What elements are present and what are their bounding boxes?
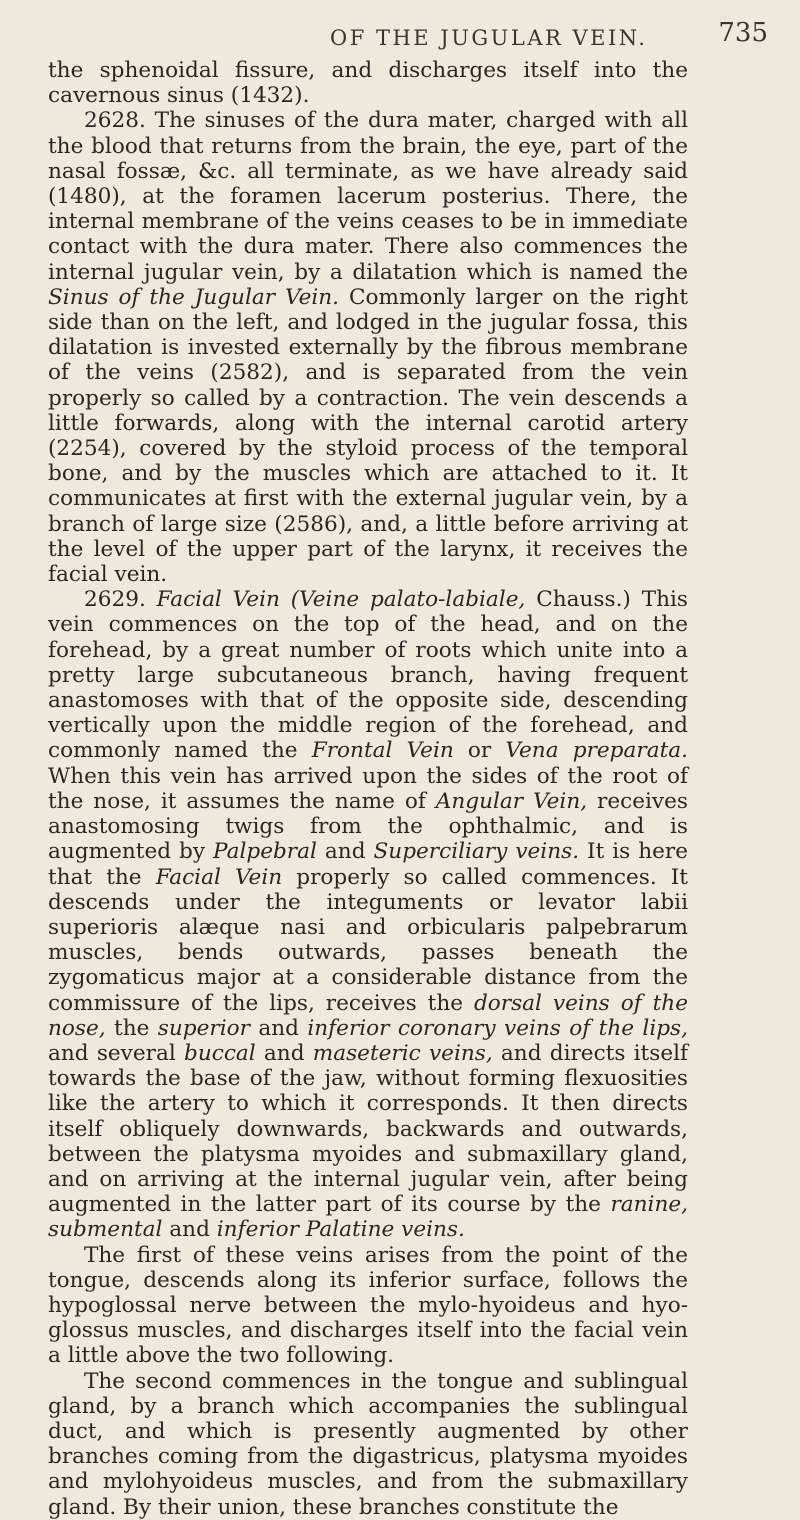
text-run: 2628. The sinuses of the dura mater, charged with all the blood that returns from the brain, the eye, part of the nasal fossæ, &c. all terminate, as we have already said (1480), at the foramen lacerum posterius. There, the internal membrane of the veins ceases to be in immediate contact with the dura mater. There also commences the internal jugular vein, by a dilatation which is named the: [48, 108, 688, 285]
running-title: OF THE JUGULAR VEIN.: [330, 26, 648, 50]
text-run: When this vein has arrived upon the sides of the root of the nose, it assumes the name of: [48, 763, 688, 814]
italic-text: Palpebral: [213, 839, 317, 865]
body-text: [48, 58, 688, 1520]
text-run: 2629.: [84, 587, 157, 613]
italic-text: Facial Vein (Veine palato-labiale,: [156, 587, 526, 613]
text-run: The second commences in the tongue and sublingual gland, by a branch which accompanies the sublingual duct, and which is presently augmented by other branches coming from the digastricus, platysma myoides and mylohyoideus muscles, and from the submaxillary gland. By their union, these branches constitute the: [48, 1368, 688, 1520]
text-run: Chauss.) This vein commences on the top of the head, and on the forehead, by a great number of roots which unite into a pretty large subcutaneous branch, having frequent anastomoses with that of the opposite side, descending vertically upon the middle region of the forehead, and commonly named the: [48, 587, 688, 764]
italic-text: Superciliary veins.: [373, 839, 580, 865]
italic-text: ranine, submental: [48, 1192, 688, 1243]
paragraph: [48, 1243, 688, 1369]
text-run: and directs itself towards the base of the jaw, without forming flexuosities like the artery to which it corresponds. It then directs itself obliquely downwards, backwards and outwards, between the platysma myoides and submaxillary gland, and on arriving at the internal jugular vein, after being augmented in the latter part of its course by the: [48, 1040, 688, 1218]
italic-text: inferior Palatine veins.: [216, 1217, 465, 1243]
page-number: 735: [718, 18, 768, 48]
text-run: the sphenoidal fissure, and discharges itself into the cavernous sinus (1432).: [48, 58, 688, 109]
text-run: Commonly larger on the right side than on the left, and lodged in the jugular fossa, this dilatation is invested externally by the fibrous membrane of the veins (2582), and is separated from the vein properly so called by a contraction. The vein descends a little forwards, along with the internal carotid artery (2254), covered by the styloid process of the temporal bone, and by the muscles which are attached to it. It communicates at first with the external jugular vein, by a branch of large size (2586), and, a little before arriving at the level of the upper part of the larynx, it receives the facial vein.: [48, 284, 688, 588]
italic-text: superior: [157, 1015, 250, 1041]
text-run: properly so called commences. It descends under the integuments or levator labii superioris alæque nasi and orbicularis palpebrarum muscles, bends outwards, passes beneath the zygomaticus major at a considerable distance from the commissure of the lips, receives the: [48, 864, 688, 1016]
italic-text: dorsal veins of the nose,: [48, 990, 688, 1041]
italic-text: Angular Vein,: [435, 788, 588, 814]
italic-text: buccal: [184, 1040, 256, 1066]
paragraph: [48, 108, 688, 587]
italic-text: Sinus of the Jugular Vein.: [48, 284, 340, 310]
paragraph: [48, 1369, 688, 1520]
text-run: and: [249, 1015, 308, 1041]
text-run: the: [105, 1015, 158, 1041]
italic-text: Facial Vein: [155, 864, 283, 890]
text-run: It is here that the: [48, 839, 689, 890]
italic-text: maseteric veins,: [312, 1040, 493, 1066]
text-run: receives anastomosing twigs from the ophthalmic, and is augmented by: [48, 788, 688, 865]
paragraph: [48, 58, 688, 108]
page-header: [48, 0, 768, 58]
paragraph: [48, 587, 688, 1242]
italic-text: Vena preparata.: [505, 738, 688, 764]
text-run: and: [255, 1040, 313, 1066]
text-run: The first of these veins arises from the point of the tongue, descends along its inferior surface, follows the hypoglossal nerve between the mylo-hyoideus and hyo-glossus muscles, and discharges itself into the facial vein a little above the two following.: [48, 1242, 688, 1369]
italic-text: inferior coronary veins of the lips,: [307, 1015, 688, 1041]
text-run: and several: [48, 1040, 184, 1066]
text-run: and: [162, 1217, 217, 1243]
text-run: or: [453, 738, 506, 764]
italic-text: Frontal Vein: [311, 738, 454, 764]
text-run: and: [316, 839, 374, 865]
